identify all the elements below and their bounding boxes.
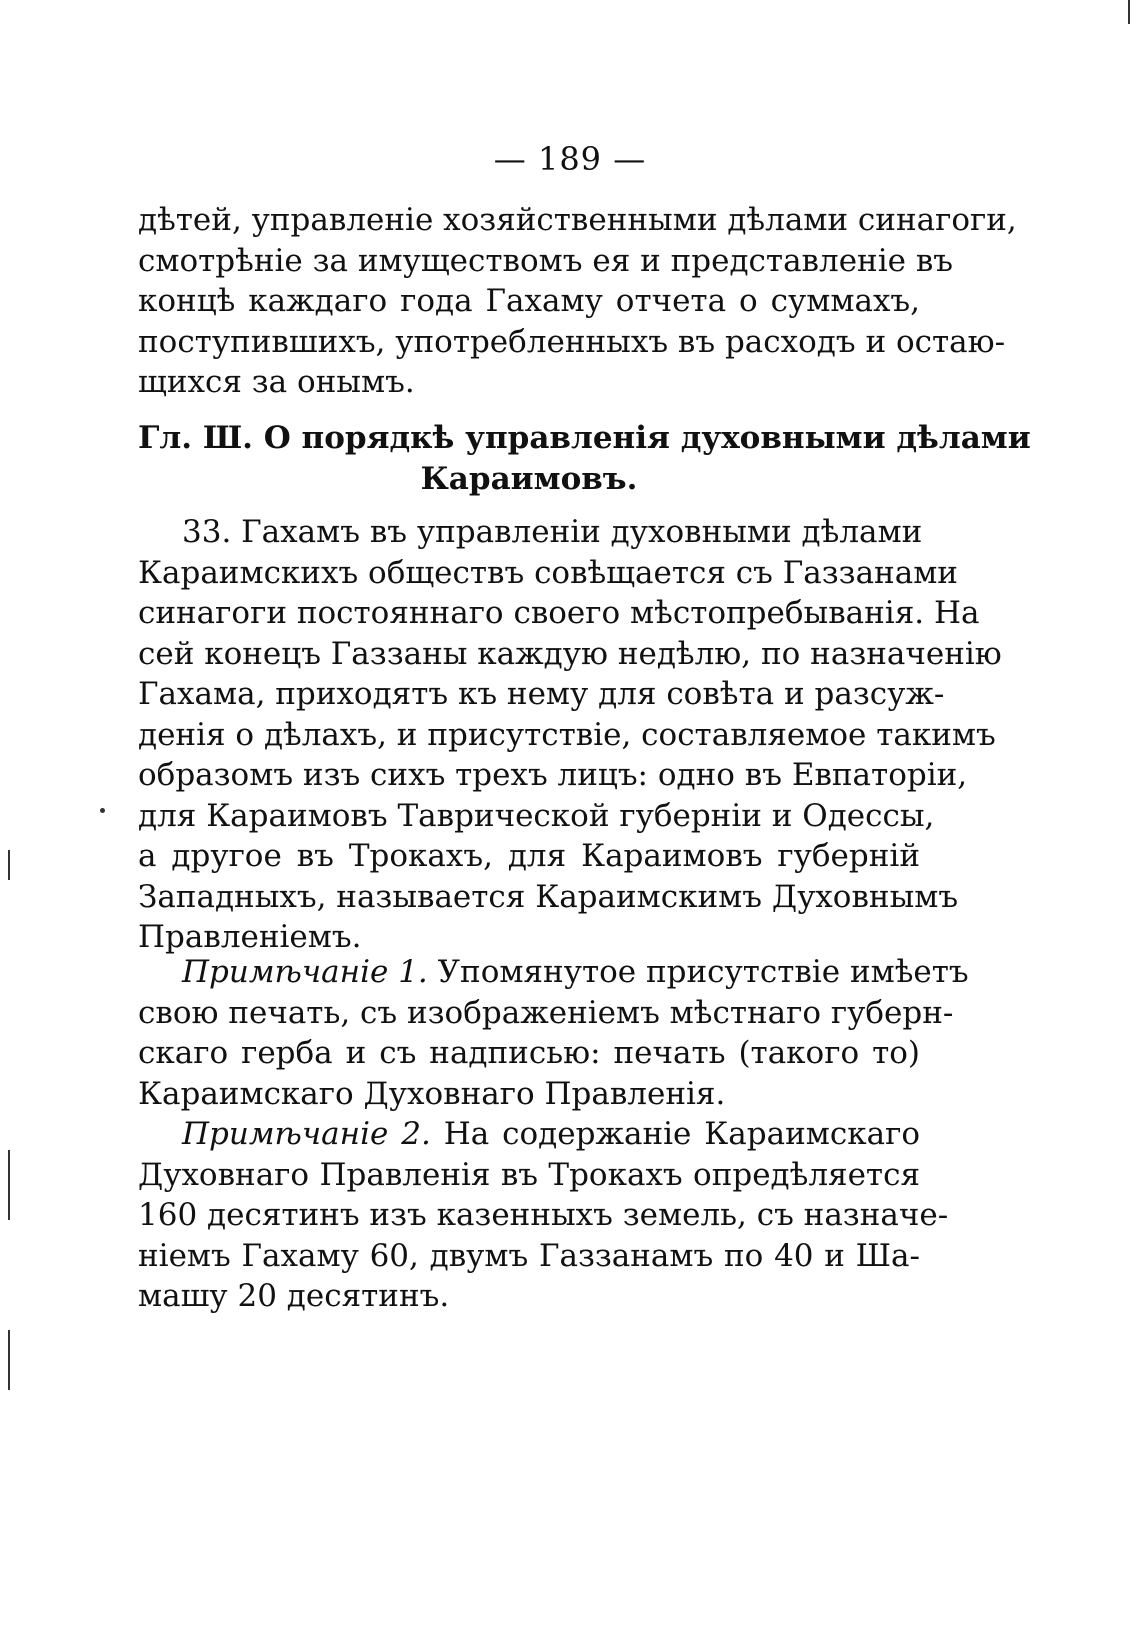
section-33 — [138, 512, 1002, 958]
text-line: концѣ каждаго года Гахаму отчета о суммахъ, — [138, 283, 920, 319]
text-line: щихся за онымъ. — [138, 364, 415, 400]
text-line: скаго герба и съ надписью: печать (такого то) — [138, 1035, 920, 1071]
text-line: а другое въ Трокахъ, для Караимовъ губерній — [138, 838, 920, 874]
text-line: ніемъ Гахаму 60, двумъ Газзанамъ по 40 и Ша- — [138, 1237, 920, 1274]
text-line: Западныхъ, называется Караимскимъ Духовнымъ — [138, 878, 959, 915]
text-line: Гахама, приходятъ къ нему для совѣта и разсуж- — [138, 676, 945, 712]
note-1 — [138, 952, 969, 1114]
text-line: машу 20 десятинъ. — [138, 1278, 450, 1314]
note-label: Примѣчаніе 2. — [182, 1116, 431, 1152]
text-line: синагоги постояннаго своего мѣстопребыванія. На — [138, 595, 980, 631]
text-line: дѣтей, управленіе хозяйственными дѣлами синагоги, — [138, 202, 1017, 238]
text-line: образомъ изъ сихъ трехъ лицъ: одно въ Евпаторіи, — [138, 757, 968, 793]
note-text: Упомянутое присутствіе имѣетъ — [437, 954, 969, 990]
scan-speck — [100, 808, 105, 813]
text-line: для Караимовъ Таврической губерніи и Одессы, — [138, 797, 935, 834]
text-line: Караимскаго Духовнаго Правленія. — [138, 1075, 726, 1112]
note-label: Примѣчаніе 1. — [182, 954, 428, 990]
text-line: Правленіемъ. — [138, 919, 362, 955]
heading-line: Гл. Ш. О порядкѣ управленія духовными дѣлами — [138, 420, 1031, 456]
scan-edge-mark — [8, 1150, 10, 1220]
scan-edge-mark — [1128, 0, 1130, 24]
text-line: Караимскихъ обществъ совѣщается съ Газзанами — [138, 554, 958, 591]
text-line: денія о дѣлахъ, и присутствіе, составляемое такимъ — [138, 716, 996, 753]
text-line: смотрѣніе за имуществомъ ея и представленіе въ — [138, 242, 953, 279]
note-first-line — [138, 1114, 920, 1155]
text-line: свою печать, съ изображеніемъ мѣстнаго губерн- — [138, 994, 954, 1031]
text-line: сей конецъ Газзаны каждую недѣлю, по назначенію — [138, 635, 1002, 672]
note-2 — [138, 1114, 949, 1317]
text-line: Духовнаго Правленія въ Трокахъ опредѣляется — [138, 1156, 920, 1193]
text-line: 160 десятинъ изъ казенныхъ земель, съ назначе- — [138, 1197, 949, 1233]
chapter-heading — [138, 418, 1031, 499]
heading-line: Караимовъ. — [420, 460, 638, 497]
note-first-line — [138, 952, 969, 993]
text-line: поступившихъ, употребленныхъ въ расходъ и остаю- — [138, 323, 1006, 360]
scan-edge-mark — [8, 850, 10, 880]
note-text: На содержаніе Караимскаго — [443, 1116, 920, 1152]
scan-edge-mark — [8, 1330, 10, 1390]
page-number: — 189 — — [493, 140, 647, 178]
continuation-paragraph — [138, 200, 1017, 403]
text-line: 33. Гахамъ въ управленіи духовными дѣлами — [182, 514, 923, 550]
